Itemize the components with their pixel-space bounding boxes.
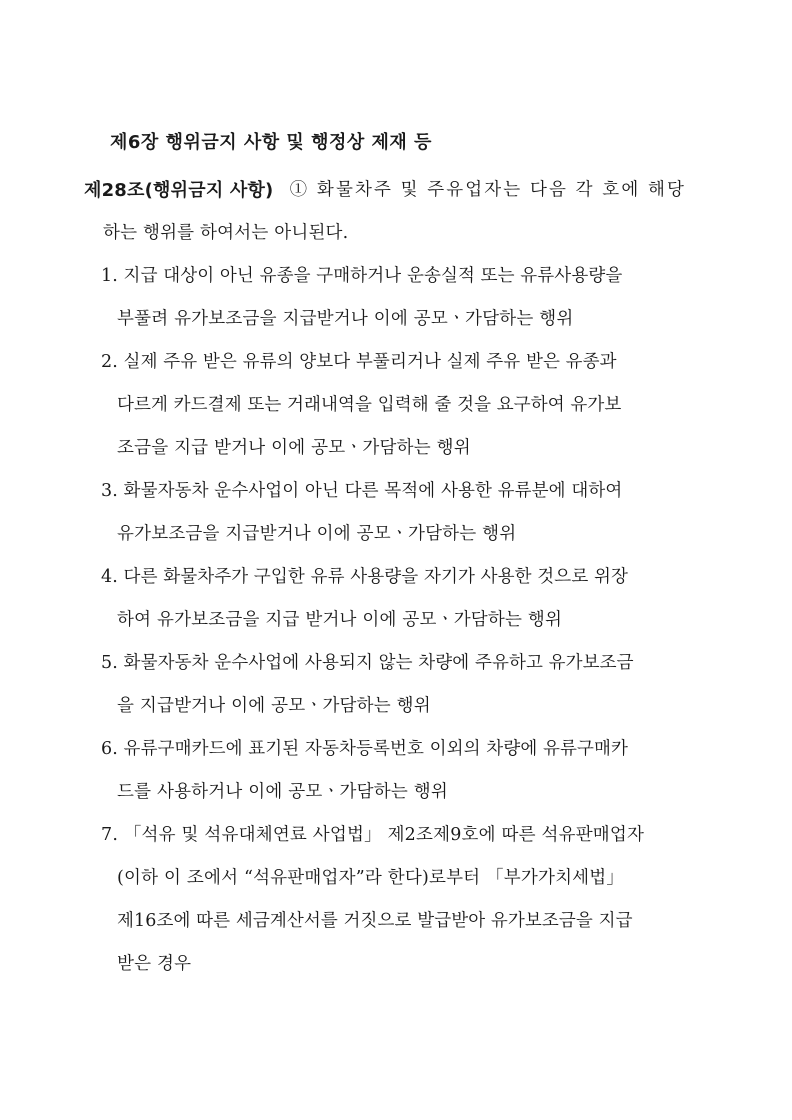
item-4-line-2: 하여 유가보조금을 지급 받거나 이에 공모ㆍ가담하는 행위 [117,610,563,630]
item-2-line-1: 2. 실제 주유 받은 유류의 양보다 부풀리거나 실제 주유 받은 유종과 [101,352,617,372]
item-6-line-2: 드를 사용하거나 이에 공모ㆍ가담하는 행위 [117,782,448,802]
article-heading: 제28조(행위금지 사항) [84,180,274,201]
item-5-line-1: 5. 화물자동차 운수사업에 사용되지 않는 차량에 주유하고 유가보조금 [101,653,634,673]
article-intro-continuation: 하는 행위를 하여서는 아니된다. [103,223,349,243]
item-7-line-2: (이하 이 조에서 “석유판매업자”라 한다)로부터 「부가가치세법」 [117,868,625,888]
item-7-line-3: 제16조에 따른 세금계산서를 거짓으로 발급받아 유가보조금을 지급 [117,911,633,931]
item-3-line-2: 유가보조금을 지급받거나 이에 공모ㆍ가담하는 행위 [117,524,517,544]
item-2-line-3: 조금을 지급 받거나 이에 공모ㆍ가담하는 행위 [117,438,471,458]
item-7-line-1: 7. 「석유 및 석유대체연료 사업법」 제2조제9호에 따른 석유판매업자 [101,825,645,845]
item-2-line-2: 다르게 카드결제 또는 거래내역을 입력해 줄 것을 요구하여 유가보 [117,395,622,415]
item-3-line-1: 3. 화물자동차 운수사업이 아닌 다른 목적에 사용한 유류분에 대하여 [101,481,623,501]
item-1-line-1: 1. 지급 대상이 아닌 유종을 구매하거나 운송실적 또는 유류사용량을 [101,266,623,286]
chapter-title: 제6장 행위금지 사항 및 행정상 제재 등 [110,132,432,153]
item-4-line-1: 4. 다른 화물차주가 구입한 유류 사용량을 자기가 사용한 것으로 위장 [101,567,628,587]
item-6-line-1: 6. 유류구매카드에 표기된 자동차등록번호 이외의 차량에 유류구매카 [101,739,629,759]
article-intro-line: ① 화물차주 및 주유업자는 다음 각 호에 해당 [289,180,686,200]
item-7-line-4: 받은 경우 [117,954,192,974]
article-first-line [84,176,686,202]
item-5-line-2: 을 지급받거나 이에 공모ㆍ가담하는 행위 [117,696,431,716]
item-1-line-2: 부풀려 유가보조금을 지급받거나 이에 공모ㆍ가담하는 행위 [117,309,574,329]
